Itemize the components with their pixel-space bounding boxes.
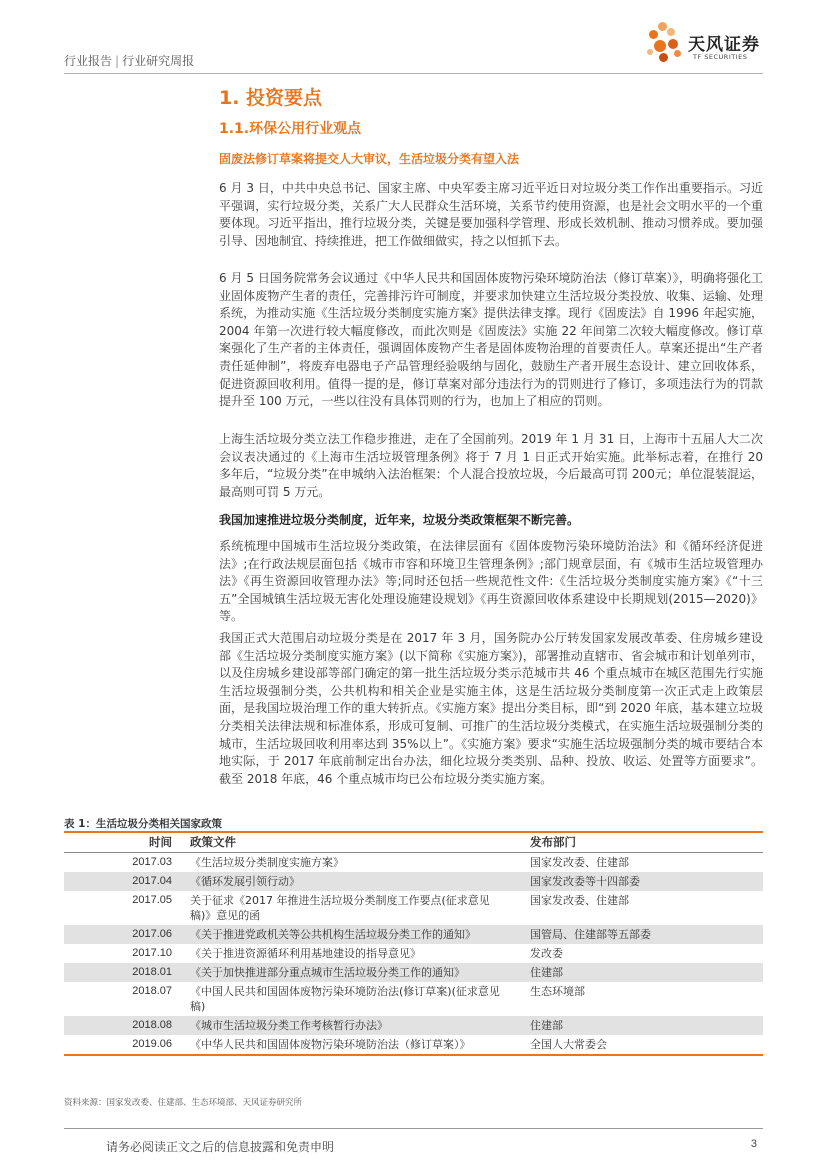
table-header-row [64, 833, 763, 852]
table-row [64, 925, 763, 944]
row-department: 国家发改委、住建部 [530, 893, 629, 907]
row-date: 2017.10 [132, 946, 172, 959]
row-document: 《关于推进党政机关等公共机构生活垃圾分类工作的通知》 [184, 925, 524, 944]
paragraph-4: 系统梳理中国城市生活垃圾分类政策，在法律层面有《固体废物污染环境防治法》和《循环经济促进法》;在行政法规层面包括《城市市容和环境卫生管理条例》;部门规章层面，有《城市生活垃圾管理办法》《再生资源回收管理办法》等;同时还包括一些规范性文件:《生活垃圾分类制度实施方案》《“十三五”全国城镇生活垃圾无害化处理设施建设规划》《再生资源回收体系建设中长期规划(2015—2020)》等。 [219, 539, 763, 624]
row-document: 《关于推进资源循环利用基地建设的指导意见》 [190, 946, 421, 960]
row-date: 2017.04 [64, 872, 184, 891]
table-row [64, 1016, 763, 1035]
row-date: 2018.08 [64, 1016, 184, 1035]
page-number: 3 [750, 1138, 757, 1150]
company-logo [646, 20, 776, 68]
row-department: 国家发改委、住建部 [530, 855, 629, 869]
header-department: 发布部门 [524, 833, 763, 852]
policy-table [64, 833, 763, 1056]
row-document: 《循环发展引领行动》 [184, 872, 524, 891]
table-row [64, 982, 763, 1016]
table-row [64, 872, 763, 891]
row-document: 《生活垃圾分类制度实施方案》 [190, 855, 344, 869]
table-row [64, 963, 763, 982]
report-header [64, 52, 194, 69]
paragraph-5: 我国正式大范围启动垃圾分类是在 2017 年 3 月，国务院办公厅转发国家发展改革委、住房城乡建设部《生活垃圾分类制度实施方案》(以下简称《实施方案》)，部署推动直辖市、省会城市和计划单列市，以及住房城乡建设部等部门确定的第一批生活垃圾分类示范城市共 46 个重点城市在城区范围先行实施生活垃圾强制分类，公共机构和相关企业是实施主体，这是生活垃圾分类制度第一次正式走上政策层面，是我国垃圾治理工作的重大转折点。《实施方案》提出分类目标，即“到 2020 年底，基本建立垃圾分类相关法律法规和标准体系，形成可复制、可推广的生活垃圾分类模式，在实施生活垃圾强制分类的城市，生活垃圾回收利用率达到 35%以上”。《实施方案》要求“实施生活垃圾强制分类的城市要结合本地实际，于 2017 年底前制定出台办法，细化垃圾分类类别、品种、投放、收运、处置等方面要求”。截至 2018 年底，46 个重点城市均已公布垃圾分类实施方案。 [219, 631, 763, 786]
logo-mark-icon [646, 20, 686, 68]
row-document: 关于征求《2017 年推进生活垃圾分类制度工作要点(征求意见稿)》意见的函 [190, 893, 490, 922]
row-document: 《关于加快推进部分重点城市生活垃圾分类工作的通知》 [184, 963, 524, 982]
row-department: 生态环境部 [530, 984, 585, 998]
header-date: 时间 [64, 833, 184, 852]
row-date: 2018.01 [64, 963, 184, 982]
table-source: 资料来源：国家发改委、住建部、生态环境部、天风证券研究所 [64, 1098, 303, 1108]
table-row [64, 852, 763, 872]
report-category: 行业报告 [64, 54, 113, 68]
row-date: 2018.07 [132, 984, 172, 997]
table-row [64, 944, 763, 963]
logo-text-cn: 天风证券 [688, 35, 760, 55]
paragraph-3: 上海生活垃圾分类立法工作稳步推进，走在了全国前列。2019 年 1 月 31 日，上海市十五届人大二次会议表决通过的《上海市生活垃圾管理条例》将于 7 月 1 日正式开始实施。此举标志着，在推行 20 多年后，“垃圾分类”在申城纳入法治框架：个人混合投放垃圾，今后最高可罚 200元；单位混装混运，最高则可罚 5 万元。 [219, 432, 763, 499]
subsection-heading: 1.1.环保公用行业观点 [219, 121, 362, 137]
row-department: 住建部 [524, 1016, 763, 1035]
topic-heading: 固废法修订草案将提交人大审议，生活垃圾分类有望入法 [219, 152, 520, 166]
row-date: 2017.06 [64, 925, 184, 944]
logo-text-en: TF SECURITIES [693, 53, 748, 61]
row-department: 国管局、住建部等五部委 [524, 925, 763, 944]
table-title: 表 1：生活垃圾分类相关国家政策 [64, 818, 222, 830]
row-date: 2019.06 [64, 1035, 184, 1055]
footer-divider [64, 1128, 763, 1129]
report-subcategory: 行业研究周报 [122, 54, 195, 68]
footer-disclaimer: 请务必阅读正文之后的信息披露和免责申明 [106, 1140, 335, 1154]
header-divider [64, 73, 763, 74]
section-heading: 1. 投资要点 [219, 87, 323, 109]
table-row [64, 891, 763, 925]
header-document: 政策文件 [184, 833, 524, 852]
key-point: 我国加速推进垃圾分类制度，近年来，垃圾分类政策框架不断完善。 [219, 513, 580, 527]
paragraph-1: 6 月 3 日，中共中央总书记、国家主席、中央军委主席习近平近日对垃圾分类工作作出重要指示。习近平强调，实行垃圾分类，关系广大人民群众生活环境，关系节约使用资源，也是社会文明水平的一个重要体现。习近平指出，推行垃圾分类，关键是要加强科学管理、形成长效机制、推动习惯养成。要加强引导、因地制宜、持续推进，把工作做细做实，持之以恒抓下去。 [219, 181, 763, 248]
row-date: 2017.03 [132, 855, 172, 868]
header-separator: | [115, 54, 120, 68]
row-department: 国家发改委等十四部委 [524, 872, 763, 891]
row-department: 发改委 [530, 946, 563, 960]
row-document: 《城市生活垃圾分类工作考核暂行办法》 [184, 1016, 524, 1035]
table-row [64, 1035, 763, 1055]
row-document: 《中国人民共和国固体废物污染环境防治法(修订草案)(征求意见稿) [190, 984, 500, 1013]
row-department: 住建部 [524, 963, 763, 982]
paragraph-2: 6 月 5 日国务院常务会议通过《中华人民共和国固体废物污染环境防治法（修订草案）》，明确将强化工业固体废物产生者的责任，完善排污许可制度，并要求加快建立生活垃圾分类投放、收集、运输、处理系统，为推动实施《生活垃圾分类制度实施方案》提供法律支撑。现行《固废法》自 1996 年起实施，2004 年第一次进行较大幅度修改，而此次则是《固废法》实施 22 年间第二次较大幅度修改。修订草案强化了生产者的主体责任，强调固体废物产生者是固体废物治理的首要责任人。草案还提出“生产者责任延伸制”，将废弃电器电子产品管理经验吸纳与固化，鼓励生产者开展生态设计、建立回收体系，促进资源回收利用。值得一提的是，修订草案对部分违法行为的罚则进行了修订，多项违法行为的罚款提升至 100 万元，一些以往没有具体罚则的行为，也加上了相应的罚则。 [219, 271, 763, 409]
row-department: 全国人大常委会 [524, 1035, 763, 1055]
row-document: 《中华人民共和国固体废物污染环境防治法（修订草案）》 [184, 1035, 524, 1055]
row-date: 2017.05 [132, 893, 172, 906]
